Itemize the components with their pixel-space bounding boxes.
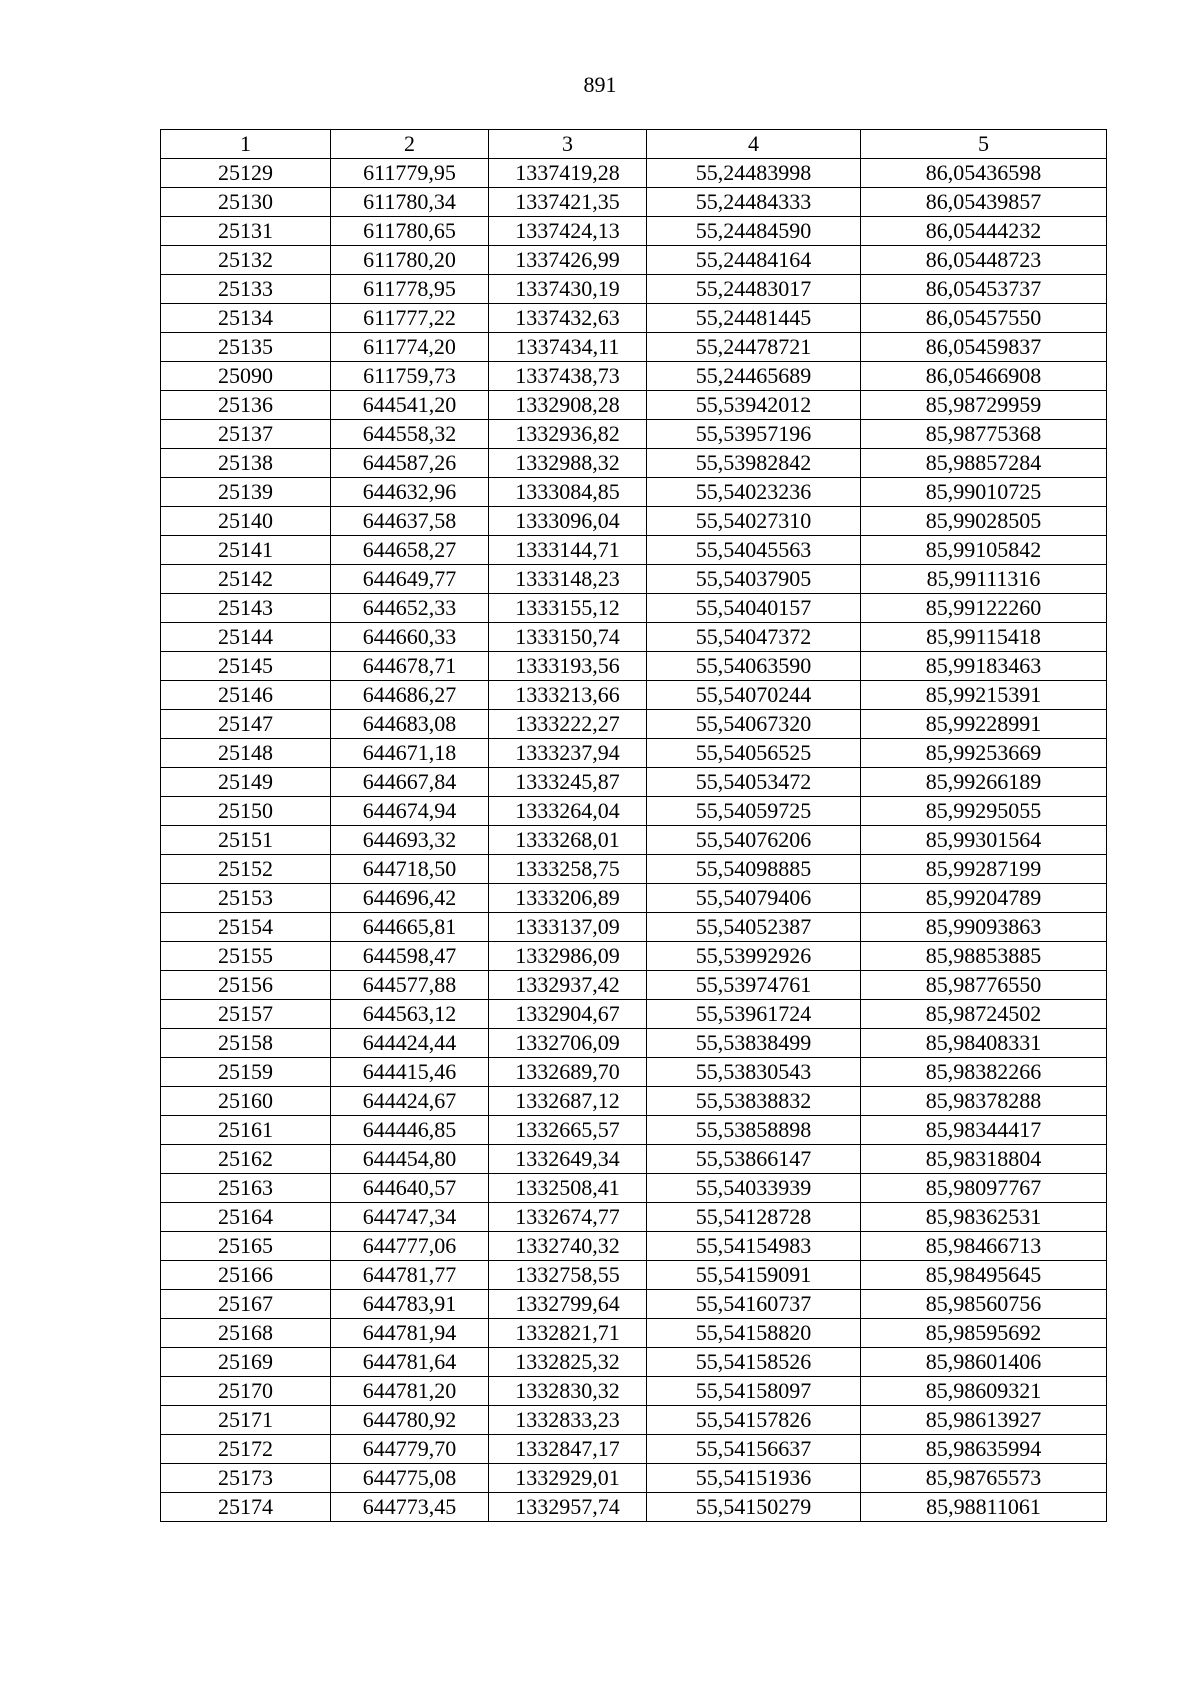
latitude-cell: 55,53838832 xyxy=(647,1087,861,1116)
table-row xyxy=(161,797,1107,826)
latitude-cell: 55,54056525 xyxy=(647,739,861,768)
y-coordinate-cell: 1333237,94 xyxy=(489,739,647,768)
table-row xyxy=(161,971,1107,1000)
latitude-cell: 55,54158820 xyxy=(647,1319,861,1348)
table-row xyxy=(161,826,1107,855)
longitude-cell: 85,99010725 xyxy=(861,478,1107,507)
latitude-cell: 55,54045563 xyxy=(647,536,861,565)
y-coordinate-cell: 1333137,09 xyxy=(489,913,647,942)
table-row xyxy=(161,217,1107,246)
x-coordinate-cell: 644678,71 xyxy=(331,652,489,681)
longitude-cell: 85,99287199 xyxy=(861,855,1107,884)
point-number-cell: 25145 xyxy=(161,652,331,681)
longitude-cell: 85,98362531 xyxy=(861,1203,1107,1232)
longitude-cell: 85,99215391 xyxy=(861,681,1107,710)
longitude-cell: 85,98595692 xyxy=(861,1319,1107,1348)
y-coordinate-cell: 1332988,32 xyxy=(489,449,647,478)
point-number-cell: 25169 xyxy=(161,1348,331,1377)
table-row xyxy=(161,913,1107,942)
point-number-cell: 25159 xyxy=(161,1058,331,1087)
latitude-cell: 55,24484590 xyxy=(647,217,861,246)
longitude-cell: 85,98776550 xyxy=(861,971,1107,1000)
latitude-cell: 55,54053472 xyxy=(647,768,861,797)
latitude-cell: 55,24483998 xyxy=(647,159,861,188)
longitude-cell: 85,99266189 xyxy=(861,768,1107,797)
latitude-cell: 55,24483017 xyxy=(647,275,861,304)
latitude-cell: 55,54156637 xyxy=(647,1435,861,1464)
point-number-cell: 25164 xyxy=(161,1203,331,1232)
longitude-cell: 85,98466713 xyxy=(861,1232,1107,1261)
latitude-cell: 55,54128728 xyxy=(647,1203,861,1232)
x-coordinate-cell: 611779,95 xyxy=(331,159,489,188)
y-coordinate-cell: 1332830,32 xyxy=(489,1377,647,1406)
latitude-cell: 55,54040157 xyxy=(647,594,861,623)
y-coordinate-cell: 1332649,34 xyxy=(489,1145,647,1174)
point-number-cell: 25139 xyxy=(161,478,331,507)
y-coordinate-cell: 1332936,82 xyxy=(489,420,647,449)
table-row xyxy=(161,333,1107,362)
latitude-cell: 55,24484164 xyxy=(647,246,861,275)
table-row xyxy=(161,594,1107,623)
point-number-cell: 25144 xyxy=(161,623,331,652)
longitude-cell: 86,05457550 xyxy=(861,304,1107,333)
table-row xyxy=(161,1145,1107,1174)
longitude-cell: 85,98613927 xyxy=(861,1406,1107,1435)
x-coordinate-cell: 611780,34 xyxy=(331,188,489,217)
x-coordinate-cell: 611780,65 xyxy=(331,217,489,246)
x-coordinate-cell: 644779,70 xyxy=(331,1435,489,1464)
y-coordinate-cell: 1333222,27 xyxy=(489,710,647,739)
x-coordinate-cell: 644649,77 xyxy=(331,565,489,594)
x-coordinate-cell: 644683,08 xyxy=(331,710,489,739)
point-number-cell: 25153 xyxy=(161,884,331,913)
x-coordinate-cell: 644781,20 xyxy=(331,1377,489,1406)
table-row xyxy=(161,275,1107,304)
table-row xyxy=(161,1377,1107,1406)
x-coordinate-cell: 611759,73 xyxy=(331,362,489,391)
x-coordinate-cell: 644660,33 xyxy=(331,623,489,652)
table-row xyxy=(161,710,1107,739)
longitude-cell: 85,98601406 xyxy=(861,1348,1107,1377)
latitude-cell: 55,53830543 xyxy=(647,1058,861,1087)
latitude-cell: 55,53866147 xyxy=(647,1145,861,1174)
latitude-cell: 55,54151936 xyxy=(647,1464,861,1493)
y-coordinate-cell: 1333096,04 xyxy=(489,507,647,536)
latitude-cell: 55,54037905 xyxy=(647,565,861,594)
x-coordinate-cell: 644693,32 xyxy=(331,826,489,855)
point-number-cell: 25167 xyxy=(161,1290,331,1319)
longitude-cell: 85,98344417 xyxy=(861,1116,1107,1145)
x-coordinate-cell: 644747,34 xyxy=(331,1203,489,1232)
x-coordinate-cell: 644424,67 xyxy=(331,1087,489,1116)
x-coordinate-cell: 644667,84 xyxy=(331,768,489,797)
latitude-cell: 55,53961724 xyxy=(647,1000,861,1029)
point-number-cell: 25129 xyxy=(161,159,331,188)
point-number-cell: 25136 xyxy=(161,391,331,420)
table-row xyxy=(161,478,1107,507)
longitude-cell: 86,05459837 xyxy=(861,333,1107,362)
x-coordinate-cell: 644446,85 xyxy=(331,1116,489,1145)
table-row xyxy=(161,942,1107,971)
point-number-cell: 25154 xyxy=(161,913,331,942)
point-number-cell: 25130 xyxy=(161,188,331,217)
y-coordinate-cell: 1337424,13 xyxy=(489,217,647,246)
longitude-cell: 85,98775368 xyxy=(861,420,1107,449)
coordinates-table xyxy=(160,129,1107,1522)
point-number-cell: 25172 xyxy=(161,1435,331,1464)
longitude-cell: 85,99204789 xyxy=(861,884,1107,913)
latitude-cell: 55,53838499 xyxy=(647,1029,861,1058)
longitude-cell: 85,99295055 xyxy=(861,797,1107,826)
y-coordinate-cell: 1333193,56 xyxy=(489,652,647,681)
table-row xyxy=(161,1464,1107,1493)
point-number-cell: 25158 xyxy=(161,1029,331,1058)
table-row xyxy=(161,1029,1107,1058)
point-number-cell: 25171 xyxy=(161,1406,331,1435)
y-coordinate-cell: 1337430,19 xyxy=(489,275,647,304)
point-number-cell: 25160 xyxy=(161,1087,331,1116)
y-coordinate-cell: 1337432,63 xyxy=(489,304,647,333)
table-row xyxy=(161,188,1107,217)
point-number-cell: 25155 xyxy=(161,942,331,971)
x-coordinate-cell: 611774,20 xyxy=(331,333,489,362)
table-row xyxy=(161,1174,1107,1203)
longitude-cell: 85,99028505 xyxy=(861,507,1107,536)
y-coordinate-cell: 1333148,23 xyxy=(489,565,647,594)
y-coordinate-cell: 1333268,01 xyxy=(489,826,647,855)
x-coordinate-cell: 644781,94 xyxy=(331,1319,489,1348)
point-number-cell: 25143 xyxy=(161,594,331,623)
latitude-cell: 55,53957196 xyxy=(647,420,861,449)
longitude-cell: 85,98382266 xyxy=(861,1058,1107,1087)
longitude-cell: 85,99122260 xyxy=(861,594,1107,623)
longitude-cell: 85,98853885 xyxy=(861,942,1107,971)
latitude-cell: 55,54158097 xyxy=(647,1377,861,1406)
y-coordinate-cell: 1332937,42 xyxy=(489,971,647,1000)
y-coordinate-cell: 1332706,09 xyxy=(489,1029,647,1058)
table-row xyxy=(161,449,1107,478)
latitude-cell: 55,54023236 xyxy=(647,478,861,507)
table-row xyxy=(161,507,1107,536)
table-row xyxy=(161,1435,1107,1464)
y-coordinate-cell: 1333144,71 xyxy=(489,536,647,565)
table-row xyxy=(161,681,1107,710)
latitude-cell: 55,54067320 xyxy=(647,710,861,739)
table-row xyxy=(161,652,1107,681)
table-row xyxy=(161,623,1107,652)
y-coordinate-cell: 1332740,32 xyxy=(489,1232,647,1261)
y-coordinate-cell: 1337426,99 xyxy=(489,246,647,275)
longitude-cell: 85,99105842 xyxy=(861,536,1107,565)
longitude-cell: 86,05448723 xyxy=(861,246,1107,275)
point-number-cell: 25131 xyxy=(161,217,331,246)
point-number-cell: 25141 xyxy=(161,536,331,565)
latitude-cell: 55,53942012 xyxy=(647,391,861,420)
point-number-cell: 25150 xyxy=(161,797,331,826)
latitude-cell: 55,54159091 xyxy=(647,1261,861,1290)
y-coordinate-cell: 1332904,67 xyxy=(489,1000,647,1029)
header-cell-1: 1 xyxy=(161,130,331,159)
x-coordinate-cell: 644777,06 xyxy=(331,1232,489,1261)
x-coordinate-cell: 644577,88 xyxy=(331,971,489,1000)
longitude-cell: 85,98765573 xyxy=(861,1464,1107,1493)
table-row xyxy=(161,1058,1107,1087)
y-coordinate-cell: 1333206,89 xyxy=(489,884,647,913)
x-coordinate-cell: 644587,26 xyxy=(331,449,489,478)
table-row xyxy=(161,1406,1107,1435)
table-row xyxy=(161,1000,1107,1029)
x-coordinate-cell: 644558,32 xyxy=(331,420,489,449)
point-number-cell: 25157 xyxy=(161,1000,331,1029)
x-coordinate-cell: 644563,12 xyxy=(331,1000,489,1029)
point-number-cell: 25146 xyxy=(161,681,331,710)
y-coordinate-cell: 1332758,55 xyxy=(489,1261,647,1290)
point-number-cell: 25149 xyxy=(161,768,331,797)
latitude-cell: 55,54150279 xyxy=(647,1493,861,1522)
table-row xyxy=(161,159,1107,188)
point-number-cell: 25156 xyxy=(161,971,331,1000)
x-coordinate-cell: 644424,44 xyxy=(331,1029,489,1058)
y-coordinate-cell: 1333264,04 xyxy=(489,797,647,826)
longitude-cell: 85,99228991 xyxy=(861,710,1107,739)
table-row xyxy=(161,884,1107,913)
table-row xyxy=(161,1116,1107,1145)
point-number-cell: 25173 xyxy=(161,1464,331,1493)
longitude-cell: 85,99115418 xyxy=(861,623,1107,652)
longitude-cell: 86,05453737 xyxy=(861,275,1107,304)
point-number-cell: 25140 xyxy=(161,507,331,536)
x-coordinate-cell: 644454,80 xyxy=(331,1145,489,1174)
x-coordinate-cell: 644674,94 xyxy=(331,797,489,826)
longitude-cell: 85,99183463 xyxy=(861,652,1107,681)
header-cell-5: 5 xyxy=(861,130,1107,159)
point-number-cell: 25170 xyxy=(161,1377,331,1406)
longitude-cell: 85,98560756 xyxy=(861,1290,1107,1319)
latitude-cell: 55,24465689 xyxy=(647,362,861,391)
y-coordinate-cell: 1332687,12 xyxy=(489,1087,647,1116)
x-coordinate-cell: 644632,96 xyxy=(331,478,489,507)
y-coordinate-cell: 1333150,74 xyxy=(489,623,647,652)
y-coordinate-cell: 1337434,11 xyxy=(489,333,647,362)
x-coordinate-cell: 644780,92 xyxy=(331,1406,489,1435)
longitude-cell: 85,99253669 xyxy=(861,739,1107,768)
table-row xyxy=(161,1493,1107,1522)
table-row xyxy=(161,739,1107,768)
table-row xyxy=(161,1319,1107,1348)
longitude-cell: 85,98495645 xyxy=(861,1261,1107,1290)
x-coordinate-cell: 644598,47 xyxy=(331,942,489,971)
header-cell-2: 2 xyxy=(331,130,489,159)
header-cell-4: 4 xyxy=(647,130,861,159)
latitude-cell: 55,53992926 xyxy=(647,942,861,971)
y-coordinate-cell: 1332674,77 xyxy=(489,1203,647,1232)
point-number-cell: 25138 xyxy=(161,449,331,478)
table-row xyxy=(161,1232,1107,1261)
point-number-cell: 25134 xyxy=(161,304,331,333)
y-coordinate-cell: 1332508,41 xyxy=(489,1174,647,1203)
longitude-cell: 86,05444232 xyxy=(861,217,1107,246)
table-row xyxy=(161,391,1107,420)
latitude-cell: 55,53858898 xyxy=(647,1116,861,1145)
table-header xyxy=(161,130,1107,159)
y-coordinate-cell: 1332908,28 xyxy=(489,391,647,420)
y-coordinate-cell: 1332799,64 xyxy=(489,1290,647,1319)
latitude-cell: 55,54070244 xyxy=(647,681,861,710)
y-coordinate-cell: 1332847,17 xyxy=(489,1435,647,1464)
x-coordinate-cell: 644718,50 xyxy=(331,855,489,884)
table-row xyxy=(161,1348,1107,1377)
y-coordinate-cell: 1337421,35 xyxy=(489,188,647,217)
x-coordinate-cell: 611778,95 xyxy=(331,275,489,304)
table-row xyxy=(161,362,1107,391)
point-number-cell: 25135 xyxy=(161,333,331,362)
x-coordinate-cell: 644652,33 xyxy=(331,594,489,623)
longitude-cell: 85,98408331 xyxy=(861,1029,1107,1058)
latitude-cell: 55,54027310 xyxy=(647,507,861,536)
latitude-cell: 55,54059725 xyxy=(647,797,861,826)
point-number-cell: 25166 xyxy=(161,1261,331,1290)
x-coordinate-cell: 611777,22 xyxy=(331,304,489,333)
latitude-cell: 55,54154983 xyxy=(647,1232,861,1261)
longitude-cell: 86,05466908 xyxy=(861,362,1107,391)
longitude-cell: 86,05439857 xyxy=(861,188,1107,217)
point-number-cell: 25168 xyxy=(161,1319,331,1348)
longitude-cell: 85,98609321 xyxy=(861,1377,1107,1406)
table-row xyxy=(161,1261,1107,1290)
longitude-cell: 85,98378288 xyxy=(861,1087,1107,1116)
x-coordinate-cell: 644658,27 xyxy=(331,536,489,565)
latitude-cell: 55,54158526 xyxy=(647,1348,861,1377)
point-number-cell: 25147 xyxy=(161,710,331,739)
table-row xyxy=(161,1203,1107,1232)
point-number-cell: 25161 xyxy=(161,1116,331,1145)
y-coordinate-cell: 1332821,71 xyxy=(489,1319,647,1348)
table-row xyxy=(161,1290,1107,1319)
x-coordinate-cell: 644671,18 xyxy=(331,739,489,768)
point-number-cell: 25163 xyxy=(161,1174,331,1203)
latitude-cell: 55,53974761 xyxy=(647,971,861,1000)
table-row xyxy=(161,855,1107,884)
latitude-cell: 55,24484333 xyxy=(647,188,861,217)
y-coordinate-cell: 1332825,32 xyxy=(489,1348,647,1377)
latitude-cell: 55,54052387 xyxy=(647,913,861,942)
table-row xyxy=(161,565,1107,594)
table-row xyxy=(161,768,1107,797)
header-row xyxy=(161,130,1107,159)
longitude-cell: 85,98724502 xyxy=(861,1000,1107,1029)
table-body xyxy=(161,159,1107,1522)
latitude-cell: 55,54079406 xyxy=(647,884,861,913)
y-coordinate-cell: 1333084,85 xyxy=(489,478,647,507)
x-coordinate-cell: 644541,20 xyxy=(331,391,489,420)
header-cell-3: 3 xyxy=(489,130,647,159)
x-coordinate-cell: 644665,81 xyxy=(331,913,489,942)
longitude-cell: 85,98097767 xyxy=(861,1174,1107,1203)
latitude-cell: 55,24481445 xyxy=(647,304,861,333)
longitude-cell: 85,99301564 xyxy=(861,826,1107,855)
longitude-cell: 85,99111316 xyxy=(861,565,1107,594)
table-row xyxy=(161,304,1107,333)
latitude-cell: 55,54160737 xyxy=(647,1290,861,1319)
latitude-cell: 55,54063590 xyxy=(647,652,861,681)
point-number-cell: 25148 xyxy=(161,739,331,768)
longitude-cell: 85,98635994 xyxy=(861,1435,1107,1464)
x-coordinate-cell: 644637,58 xyxy=(331,507,489,536)
page-number: 891 xyxy=(583,72,617,97)
x-coordinate-cell: 644640,57 xyxy=(331,1174,489,1203)
point-number-cell: 25162 xyxy=(161,1145,331,1174)
longitude-cell: 85,98729959 xyxy=(861,391,1107,420)
x-coordinate-cell: 644696,42 xyxy=(331,884,489,913)
y-coordinate-cell: 1332986,09 xyxy=(489,942,647,971)
y-coordinate-cell: 1337419,28 xyxy=(489,159,647,188)
x-coordinate-cell: 644781,77 xyxy=(331,1261,489,1290)
x-coordinate-cell: 644686,27 xyxy=(331,681,489,710)
y-coordinate-cell: 1332929,01 xyxy=(489,1464,647,1493)
y-coordinate-cell: 1332665,57 xyxy=(489,1116,647,1145)
table-row xyxy=(161,420,1107,449)
y-coordinate-cell: 1333245,87 xyxy=(489,768,647,797)
point-number-cell: 25132 xyxy=(161,246,331,275)
y-coordinate-cell: 1332833,23 xyxy=(489,1406,647,1435)
point-number-cell: 25090 xyxy=(161,362,331,391)
point-number-cell: 25165 xyxy=(161,1232,331,1261)
table-row xyxy=(161,536,1107,565)
latitude-cell: 55,54098885 xyxy=(647,855,861,884)
latitude-cell: 55,53982842 xyxy=(647,449,861,478)
x-coordinate-cell: 644783,91 xyxy=(331,1290,489,1319)
longitude-cell: 85,98318804 xyxy=(861,1145,1107,1174)
y-coordinate-cell: 1333213,66 xyxy=(489,681,647,710)
longitude-cell: 85,98811061 xyxy=(861,1493,1107,1522)
x-coordinate-cell: 644781,64 xyxy=(331,1348,489,1377)
longitude-cell: 85,98857284 xyxy=(861,449,1107,478)
latitude-cell: 55,54047372 xyxy=(647,623,861,652)
y-coordinate-cell: 1333155,12 xyxy=(489,594,647,623)
y-coordinate-cell: 1333258,75 xyxy=(489,855,647,884)
y-coordinate-cell: 1332689,70 xyxy=(489,1058,647,1087)
latitude-cell: 55,54033939 xyxy=(647,1174,861,1203)
latitude-cell: 55,54076206 xyxy=(647,826,861,855)
y-coordinate-cell: 1337438,73 xyxy=(489,362,647,391)
x-coordinate-cell: 611780,20 xyxy=(331,246,489,275)
table-row xyxy=(161,246,1107,275)
point-number-cell: 25133 xyxy=(161,275,331,304)
point-number-cell: 25174 xyxy=(161,1493,331,1522)
point-number-cell: 25152 xyxy=(161,855,331,884)
point-number-cell: 25137 xyxy=(161,420,331,449)
table-row xyxy=(161,1087,1107,1116)
longitude-cell: 85,99093863 xyxy=(861,913,1107,942)
x-coordinate-cell: 644415,46 xyxy=(331,1058,489,1087)
point-number-cell: 25142 xyxy=(161,565,331,594)
x-coordinate-cell: 644773,45 xyxy=(331,1493,489,1522)
x-coordinate-cell: 644775,08 xyxy=(331,1464,489,1493)
longitude-cell: 86,05436598 xyxy=(861,159,1107,188)
point-number-cell: 25151 xyxy=(161,826,331,855)
latitude-cell: 55,54157826 xyxy=(647,1406,861,1435)
latitude-cell: 55,24478721 xyxy=(647,333,861,362)
y-coordinate-cell: 1332957,74 xyxy=(489,1493,647,1522)
